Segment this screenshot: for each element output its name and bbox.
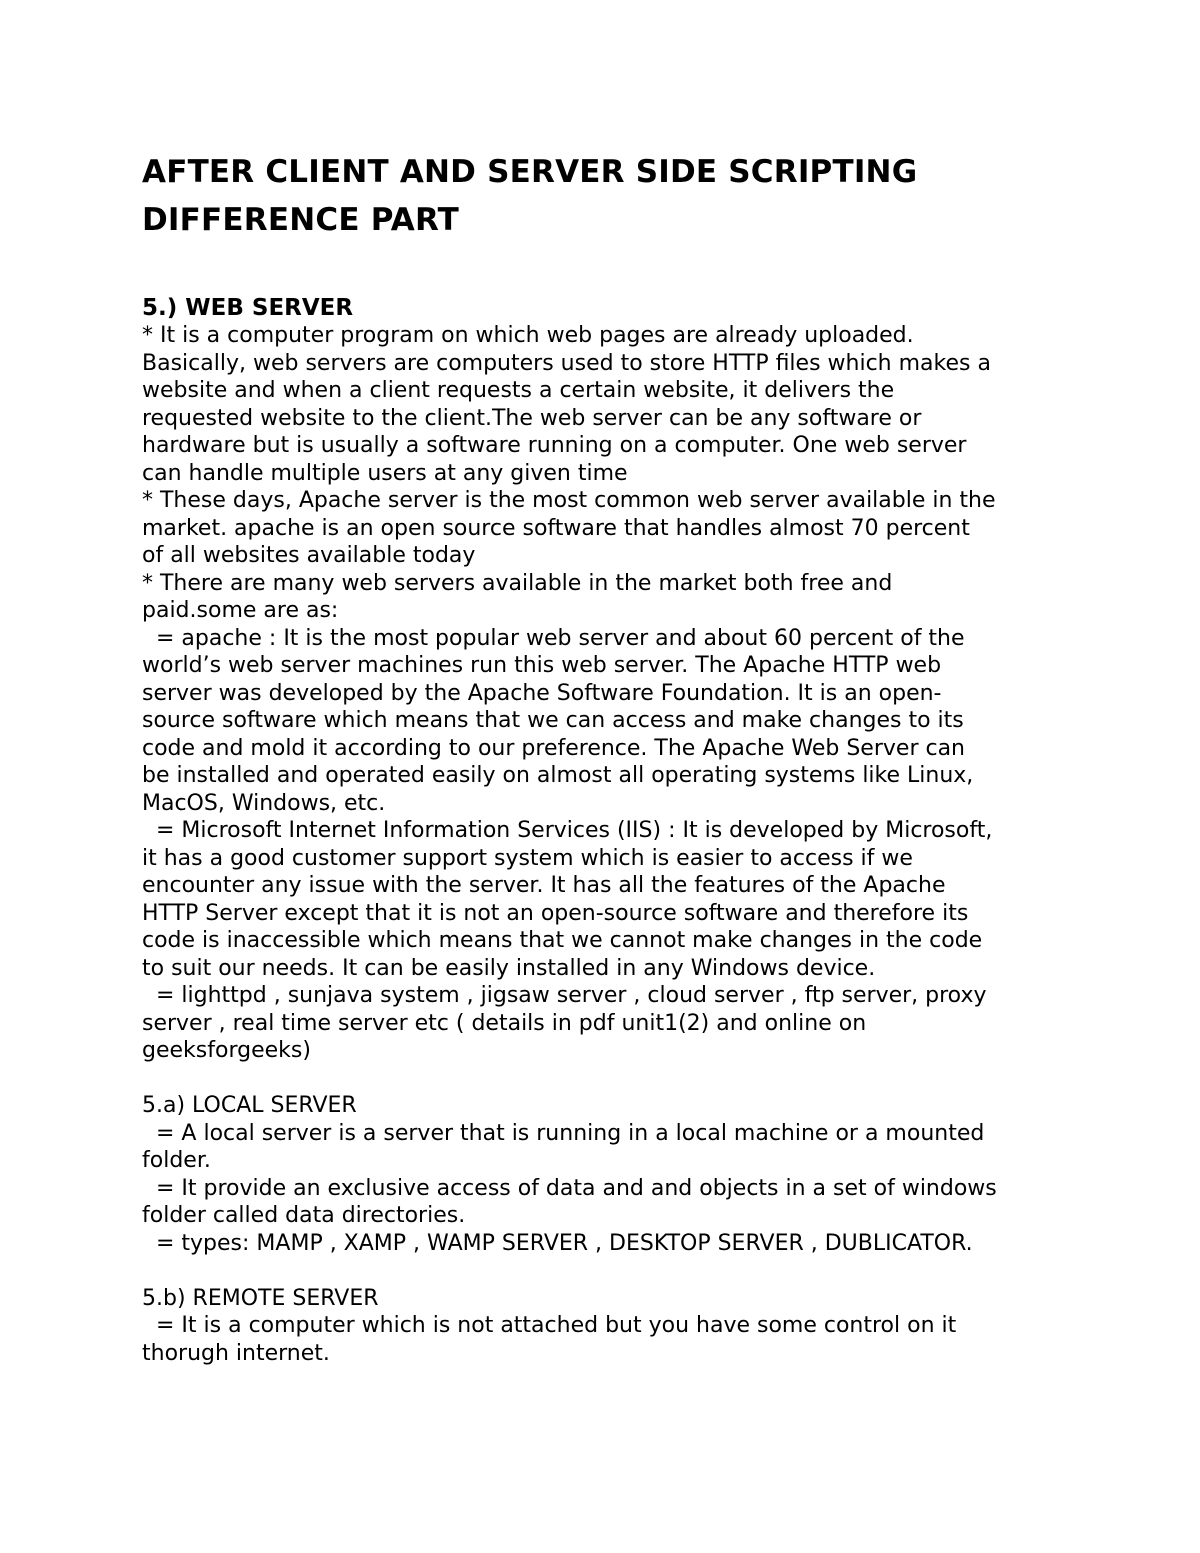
text-line: world’s web server machines run this web server. The Apache HTTP web — [142, 653, 942, 678]
text-line: = It provide an exclusive access of data and and objects in a set of windows — [142, 1175, 997, 1201]
text-line: server , real time server etc ( details in pdf unit1(2) and online on — [142, 1010, 867, 1036]
text-line: folder called data directories. — [142, 1203, 466, 1228]
web-server-section — [142, 294, 1072, 1065]
text-line: be installed and operated easily on almost all operating systems like Linux, — [142, 763, 974, 788]
spacer — [142, 1257, 1072, 1285]
text-line: = A local server is a server that is running in a local machine or a mounted — [142, 1120, 985, 1146]
text-line: requested website to the client.The web server can be any software or — [142, 405, 922, 431]
text-line: thorugh internet. — [142, 1340, 330, 1366]
spacer — [142, 1065, 1072, 1093]
title-line-1: AFTER CLIENT AND SERVER SIDE SCRIPTING — [142, 154, 918, 190]
text-line: = types: MAMP , XAMP , WAMP SERVER , DESKTOP SERVER , DUBLICATOR. — [142, 1230, 973, 1256]
text-line: HTTP Server except that it is not an open-source software and therefore its — [142, 900, 969, 926]
text-line: * These days, Apache server is the most common web server available in the — [142, 488, 996, 513]
text-line: MacOS, Windows, etc. — [142, 790, 386, 816]
text-line: server was developed by the Apache Software Foundation. It is an open- — [142, 680, 942, 706]
title-line-2: DIFFERENCE PART — [142, 202, 459, 238]
text-line: = apache : It is the most popular web server and about 60 percent of the — [142, 625, 965, 651]
document-title — [142, 148, 1072, 244]
text-line: code and mold it according to our preference. The Apache Web Server can — [142, 735, 966, 761]
text-line: to suit our needs. It can be easily installed in any Windows device. — [142, 955, 876, 981]
web-server-text — [142, 322, 1072, 1065]
text-line: market. apache is an open source software that handles almost 70 percent — [142, 515, 970, 541]
document-body — [142, 148, 1072, 1367]
text-line: * There are many web servers available in the market both free and — [142, 570, 893, 596]
spacer — [142, 244, 1072, 294]
text-line: geeksforgeeks) — [142, 1038, 311, 1063]
text-line: can handle multiple users at any given time — [142, 460, 628, 486]
remote-server-section — [142, 1285, 1072, 1368]
web-server-heading: 5.) WEB SERVER — [142, 295, 354, 321]
text-line: = Microsoft Internet Information Services (IIS) : It is developed by Microsoft, — [142, 818, 993, 843]
text-line: = It is a computer which is not attached but you have some control on it — [142, 1313, 957, 1338]
text-line: * It is a computer program on which web pages are already uploaded. — [142, 323, 914, 348]
local-server-section — [142, 1092, 1072, 1257]
remote-server-heading: 5.b) REMOTE SERVER — [142, 1285, 379, 1311]
local-server-heading: 5.a) LOCAL SERVER — [142, 1093, 357, 1118]
text-line: of all websites available today — [142, 543, 476, 568]
text-line: folder. — [142, 1148, 211, 1173]
text-line: encounter any issue with the server. It has all the features of the Apache — [142, 873, 946, 898]
text-line: hardware but is usually a software running on a computer. One web server — [142, 433, 967, 458]
text-line: website and when a client requests a certain website, it delivers the — [142, 378, 895, 403]
text-line: = lighttpd , sunjava system , jigsaw server , cloud server , ftp server, proxy — [142, 983, 987, 1008]
text-line: paid.some are as: — [142, 598, 339, 623]
text-line: Basically, web servers are computers used to store HTTP files which makes a — [142, 350, 991, 376]
text-line: code is inaccessible which means that we cannot make changes in the code — [142, 928, 983, 953]
text-line: it has a good customer support system which is easier to access if we — [142, 845, 913, 871]
text-line: source software which means that we can access and make changes to its — [142, 708, 964, 733]
